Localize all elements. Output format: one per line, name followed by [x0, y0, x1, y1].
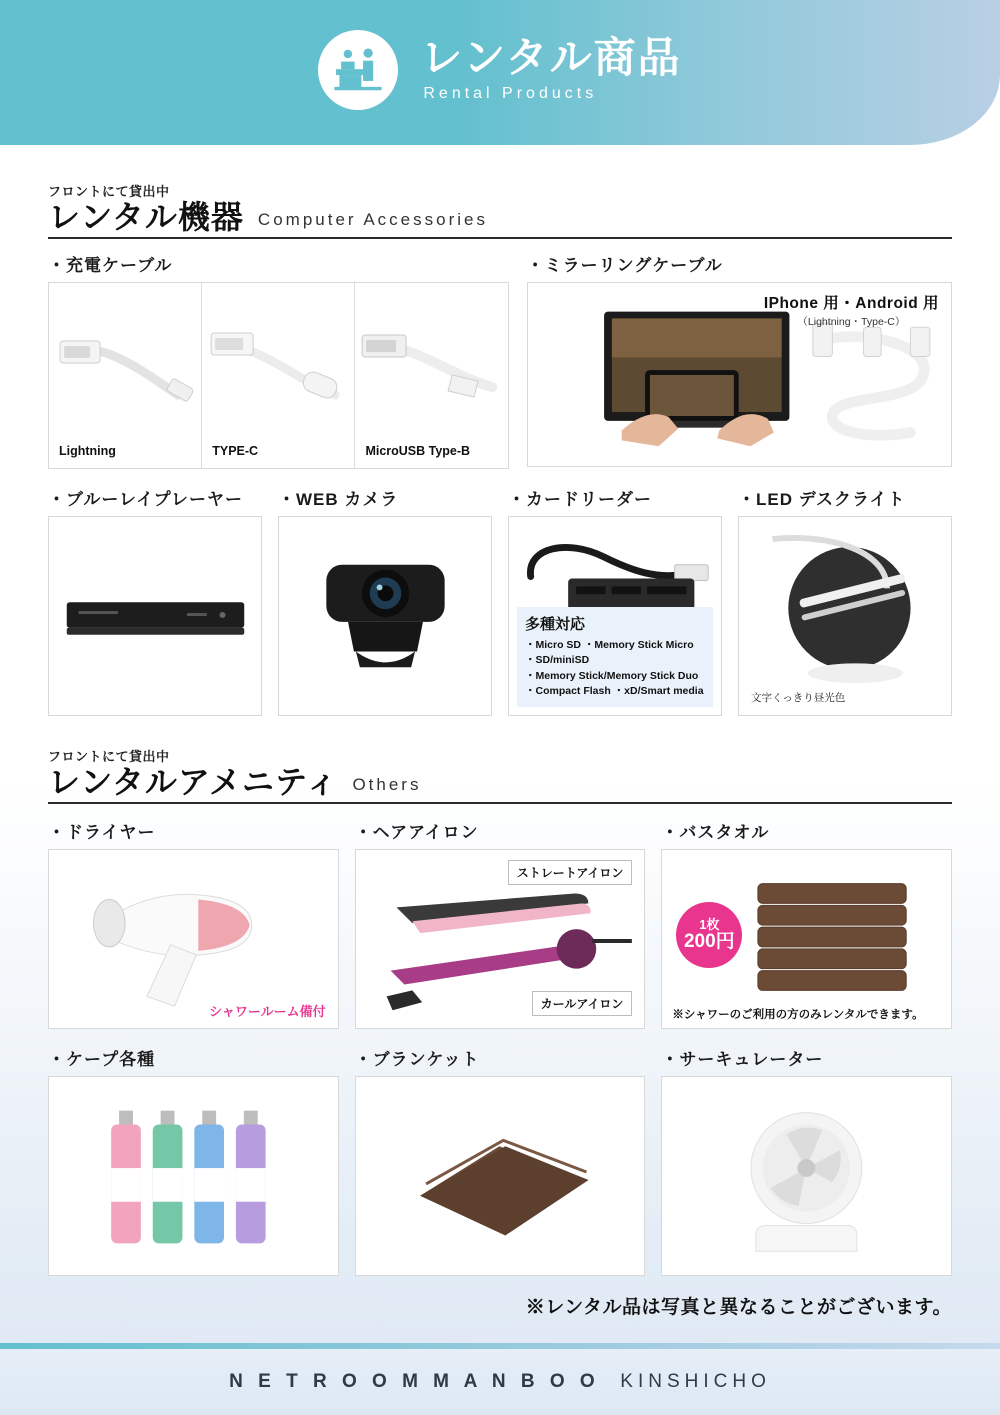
cable-cell-microusb: [355, 283, 507, 468]
device-label-webcam: ・WEB カメラ: [278, 490, 399, 509]
page-subtitle: Rental Products: [423, 84, 598, 102]
amenity-photo-hair-spray: [48, 1076, 339, 1276]
device-webcam: [278, 473, 492, 716]
page-title: レンタル商品: [420, 34, 682, 82]
section-title-bar-2: [48, 766, 952, 804]
card-reader-item: ・SD/miniSD: [525, 654, 590, 667]
amenity-label-circulator: ・サーキュレーター: [661, 1050, 824, 1069]
amenity-circulator: [661, 1033, 952, 1276]
device-label-card-reader: ・カードリーダー: [508, 490, 652, 509]
amenity-hair-iron: [355, 806, 646, 1029]
charging-cable-group: [48, 239, 509, 469]
card-reader-item: ・Memory Stick/Memory Stick Duo: [525, 669, 699, 682]
amenity-photo-blanket: [355, 1076, 646, 1276]
row-cables: [48, 239, 952, 469]
reception-desk-icon: [318, 30, 398, 110]
amenity-label-hair-iron: ・ヘアアイロン: [354, 823, 479, 842]
amenity-photo-hair-iron: [355, 849, 646, 1029]
amenity-photo-dryer: [48, 849, 339, 1029]
amenity-dryer: [48, 806, 339, 1029]
dryer-caption: シャワールーム備付: [209, 1004, 326, 1019]
section-eyebrow: フロントにて貸出中: [48, 184, 170, 199]
mirroring-cable-photo: [527, 282, 952, 467]
section-title-ja-2: レンタルアメニティ: [48, 764, 339, 800]
towel-price-unit: 1枚: [699, 917, 720, 933]
amenity-hair-spray: [48, 1033, 339, 1276]
card-reader-heading: 多種対応: [525, 616, 586, 634]
towel-price-value: 200円: [683, 930, 735, 952]
device-label-bluray: ・ブルーレイプレーヤー: [48, 490, 243, 509]
row-amenities-1: [48, 806, 952, 1029]
row-amenities-2: [48, 1033, 952, 1276]
section-computer-accessories: [0, 181, 1000, 716]
section-title-en-2: Others: [352, 775, 422, 794]
mirroring-cable-group: [527, 239, 952, 469]
section-others: [0, 746, 1000, 1276]
amenity-label-bath-towel: ・バスタオル: [661, 823, 770, 842]
footer-brand-line: [0, 1349, 1000, 1415]
device-card-reader: [508, 473, 722, 716]
cable-cell-typec: [202, 283, 355, 468]
amenity-bath-towel: [661, 806, 952, 1029]
device-photo-card-reader: [508, 516, 722, 716]
amenity-photo-bath-towel: [661, 849, 952, 1029]
cable-caption-lightning: Lightning: [59, 444, 116, 458]
card-reader-item: ・Compact Flash ・xD/Smart media: [525, 684, 704, 697]
charging-cable-label: ・充電ケーブル: [48, 256, 173, 275]
section-title-ja: レンタル機器: [48, 199, 244, 235]
cable-caption-microusb: MicroUSB Type-B: [365, 444, 471, 458]
amenity-label-hair-spray: ・ケープ各種: [48, 1050, 156, 1069]
device-bluray: [48, 473, 262, 716]
disclaimer-text: ※レンタル品は写真と異なることがございます。: [525, 1297, 952, 1318]
device-photo-led-light: [738, 516, 952, 716]
amenity-photo-circulator: [661, 1076, 952, 1276]
device-photo-webcam: [278, 516, 492, 716]
device-led-light: [738, 473, 952, 716]
card-reader-support-panel: [517, 607, 713, 707]
device-label-led-light: ・LED デスクライト: [738, 490, 906, 509]
mirroring-headline-line2: （Lightning・Type-C）: [797, 316, 906, 328]
cable-caption-typec: TYPE-C: [212, 444, 259, 458]
row-devices: [48, 473, 952, 716]
cable-cell-lightning: [49, 283, 202, 468]
footer-branch: KINSHICHO: [620, 1371, 771, 1392]
mirroring-headline-line1: IPhone 用・Android 用: [763, 295, 939, 312]
section-eyebrow-2: フロントにて貸出中: [48, 749, 170, 764]
amenity-label-dryer: ・ドライヤー: [48, 823, 156, 842]
section-title-bar: [48, 201, 952, 239]
page-header: [0, 0, 1000, 145]
charging-cable-photo: [48, 282, 509, 469]
amenity-blanket: [355, 1033, 646, 1276]
hair-iron-tag-straight: ストレートアイロン: [508, 860, 633, 885]
page-footer: [0, 1343, 1000, 1415]
mirroring-cable-label: ・ミラーリングケーブル: [526, 256, 723, 275]
device-photo-bluray: [48, 516, 262, 716]
card-reader-item: ・Micro SD ・Memory Stick Micro: [525, 639, 694, 652]
mirroring-cable-headline: [764, 291, 939, 329]
towel-note: ※シャワーのご利用の方のみレンタルできます。: [672, 1009, 924, 1021]
towel-price-badge: [676, 902, 742, 968]
amenity-label-blanket: ・ブランケット: [354, 1050, 480, 1069]
led-light-caption: 文字くっきり昼光色: [751, 692, 846, 704]
footer-brand: N E T R O O M M A N B O O: [229, 1371, 600, 1392]
hair-iron-tag-curl: カールアイロン: [532, 991, 633, 1016]
section-title-en: Computer Accessories: [257, 210, 488, 229]
